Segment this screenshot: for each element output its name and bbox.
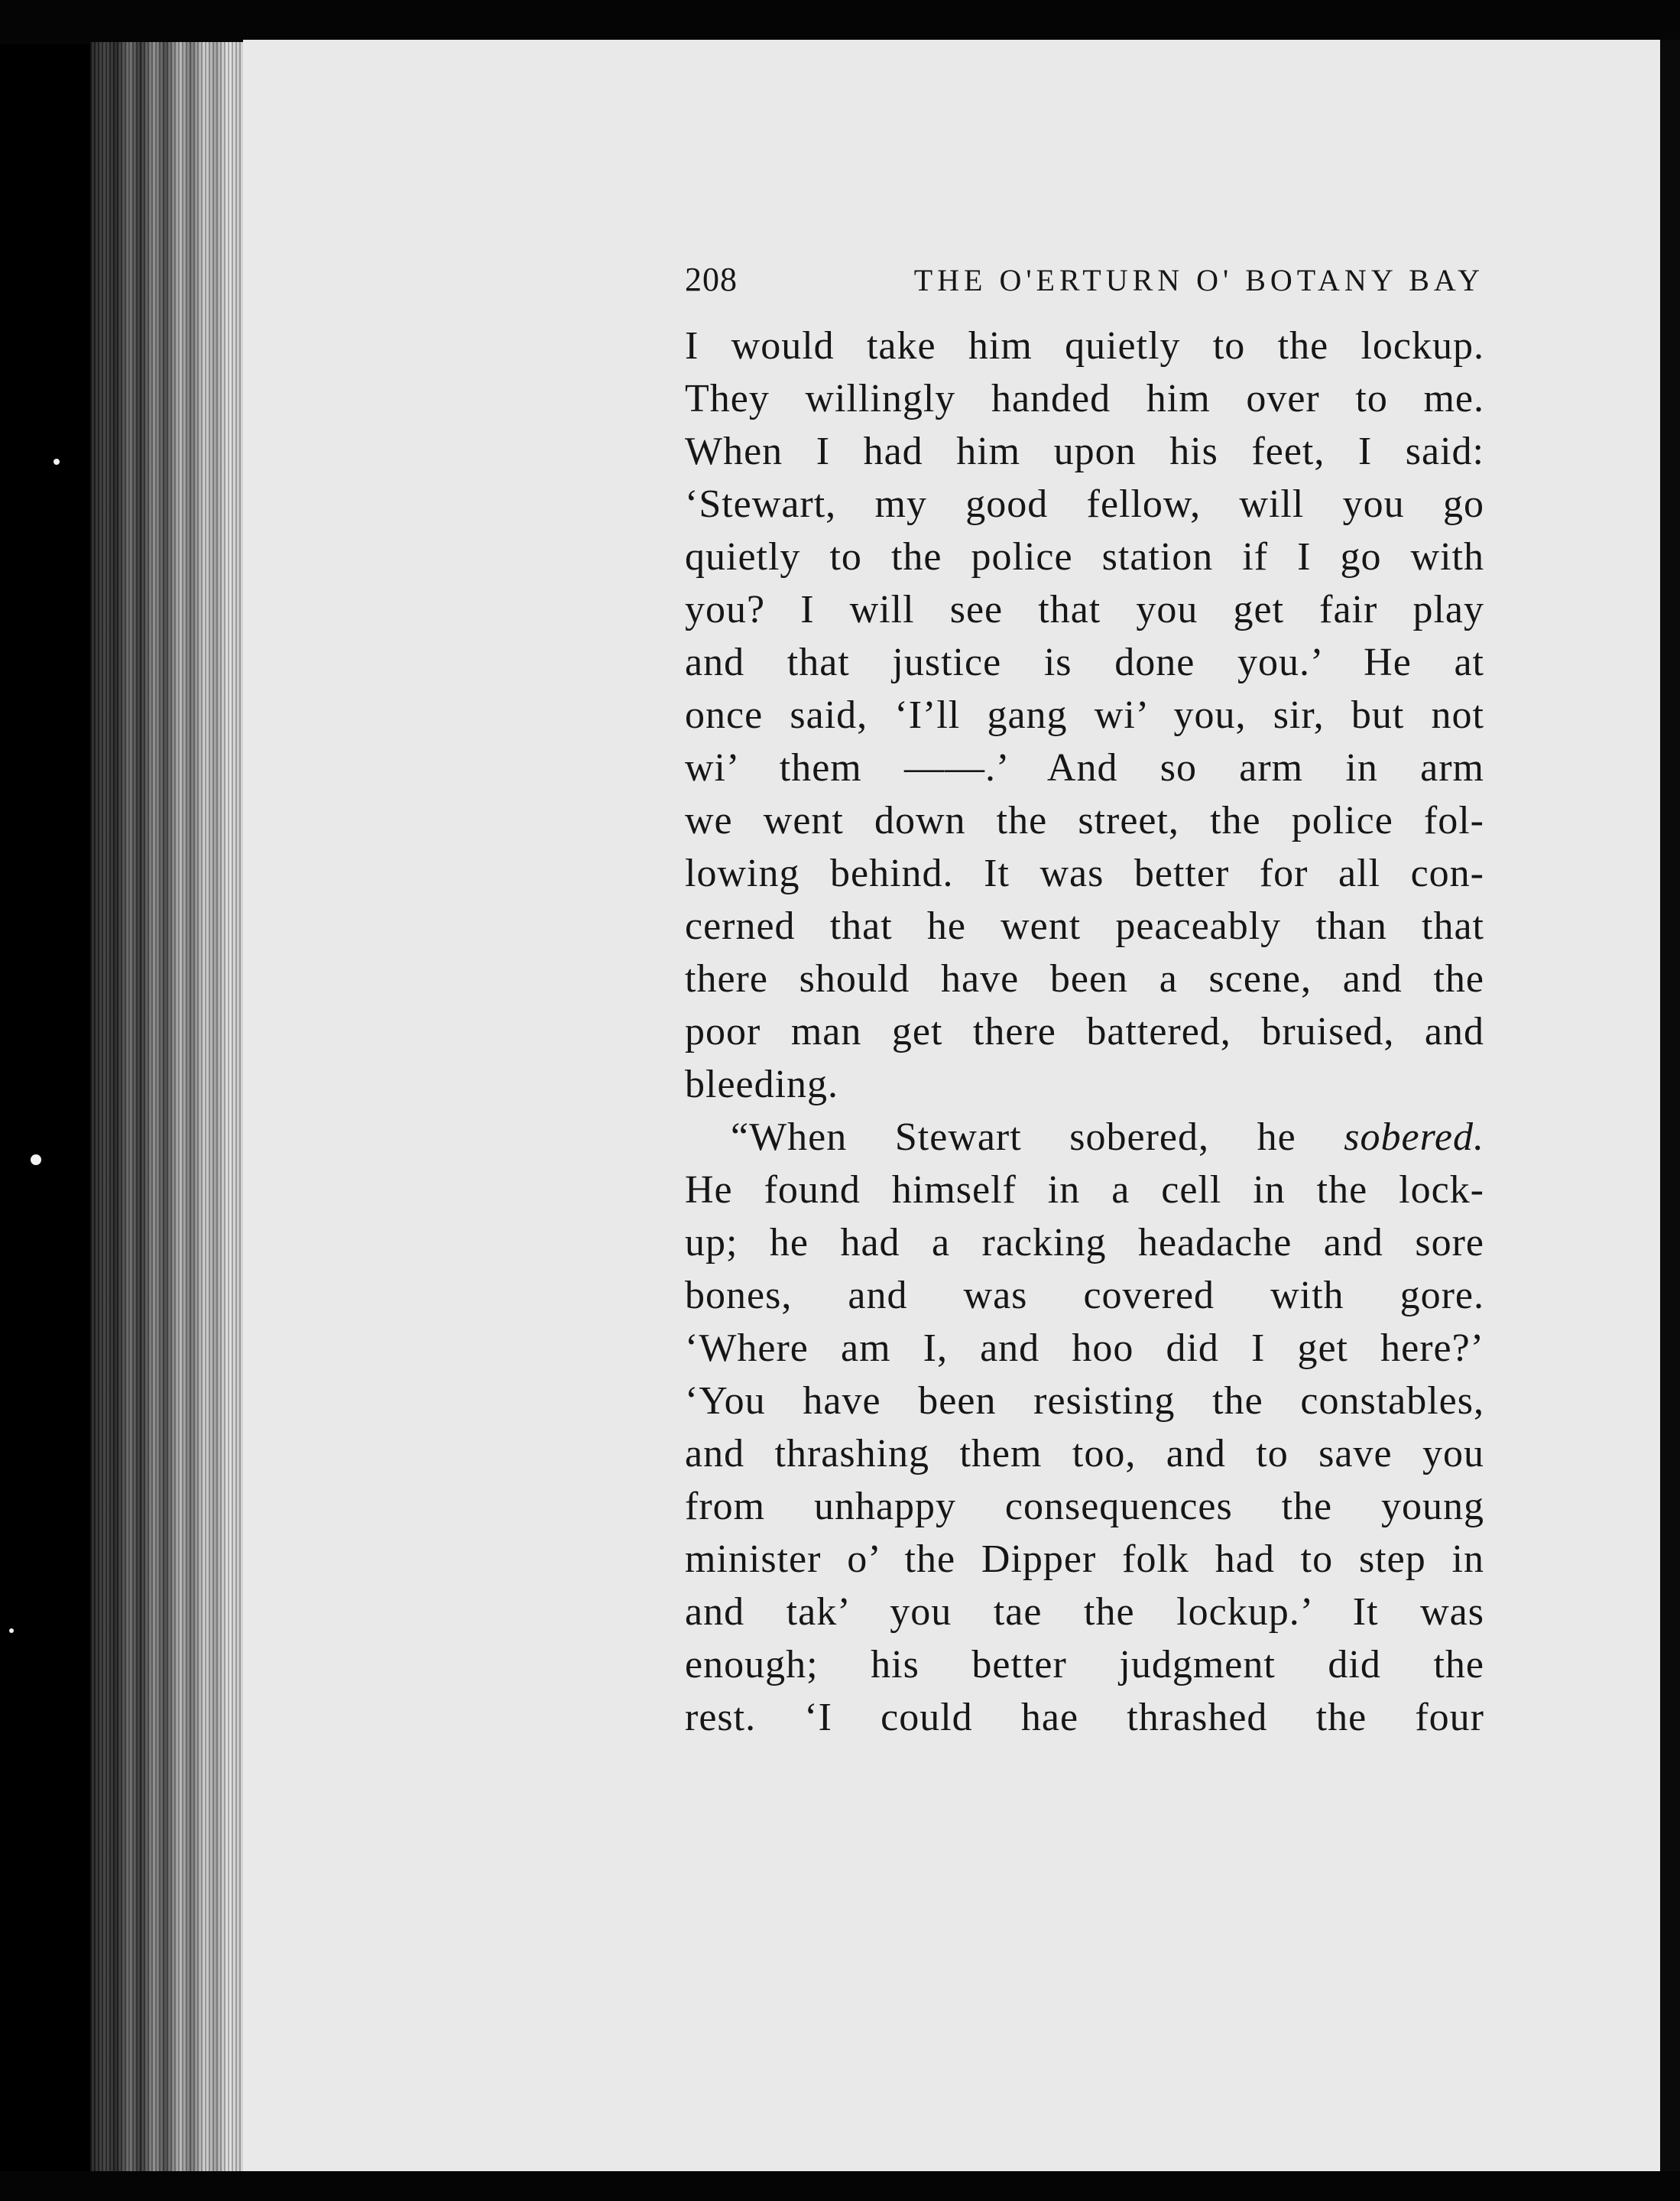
text-line: once said, ‘I’ll gang wi’ you, sir, but not [685, 693, 1484, 737]
text-line: quietly to the police station if I go with [685, 535, 1484, 579]
page-number: 208 [685, 261, 738, 298]
text-line: bleeding. [685, 1063, 839, 1106]
scan-bottom-border [0, 2171, 1680, 2201]
text-line: ‘You have been resisting the constables, [685, 1379, 1484, 1423]
running-head [685, 260, 1484, 307]
text-line: minister o’ the Dipper folk had to step in [685, 1537, 1484, 1581]
text-line: and that justice is done you.’ He at [685, 641, 1484, 684]
text-line: When I had him upon his feet, I said: [685, 430, 1484, 473]
text-line: you? I will see that you get fair play [685, 588, 1484, 631]
scan-top-border [0, 0, 1680, 44]
text-line: lowing behind. It was better for all con- [685, 852, 1484, 895]
dust-speck [31, 1154, 41, 1165]
text-line: from unhappy consequences the young [685, 1485, 1484, 1528]
text-line: and tak’ you tae the lockup.’ It was [685, 1590, 1484, 1634]
dust-speck [54, 459, 60, 465]
text-line: cerned that he went peaceably than that [685, 904, 1484, 948]
text-line: rest. ‘I could hae thrashed the four [685, 1696, 1484, 1739]
text-line: poor man get there battered, bruised, and [685, 1010, 1484, 1053]
text-line: ‘Stewart, my good fellow, will you go [685, 482, 1484, 526]
text-line: enough; his better judgment did the [685, 1643, 1484, 1686]
text-line-part: “When Stewart sobered, he [731, 1115, 1344, 1159]
text-line: wi’ them ——.’ And so arm in arm [685, 746, 1484, 790]
text-line: and thrashing them too, and to save you [685, 1432, 1484, 1475]
text-line: They willingly handed him over to me. [685, 377, 1484, 420]
text-line: ‘Where am I, and hoo did I get here?’ [685, 1326, 1484, 1370]
dust-speck [9, 1628, 14, 1633]
text-line: bones, and was covered with gore. [685, 1274, 1484, 1317]
paragraph-start-line [685, 1111, 1484, 1164]
emphasis-text: sobered. [1344, 1115, 1484, 1159]
running-title: THE O'ERTURN O' BOTANY BAY [913, 263, 1484, 297]
text-line: we went down the street, the police fol- [685, 799, 1484, 842]
scan-right-border [1660, 40, 1680, 2173]
text-line: there should have been a scene, and the [685, 957, 1484, 1001]
text-line: He found himself in a cell in the lock- [685, 1168, 1484, 1212]
page-edge-stack [90, 42, 251, 2171]
text-line: up; he had a racking headache and sore [685, 1221, 1484, 1264]
text-line: I would take him quietly to the lockup. [685, 324, 1484, 368]
page-text [685, 260, 1484, 1744]
